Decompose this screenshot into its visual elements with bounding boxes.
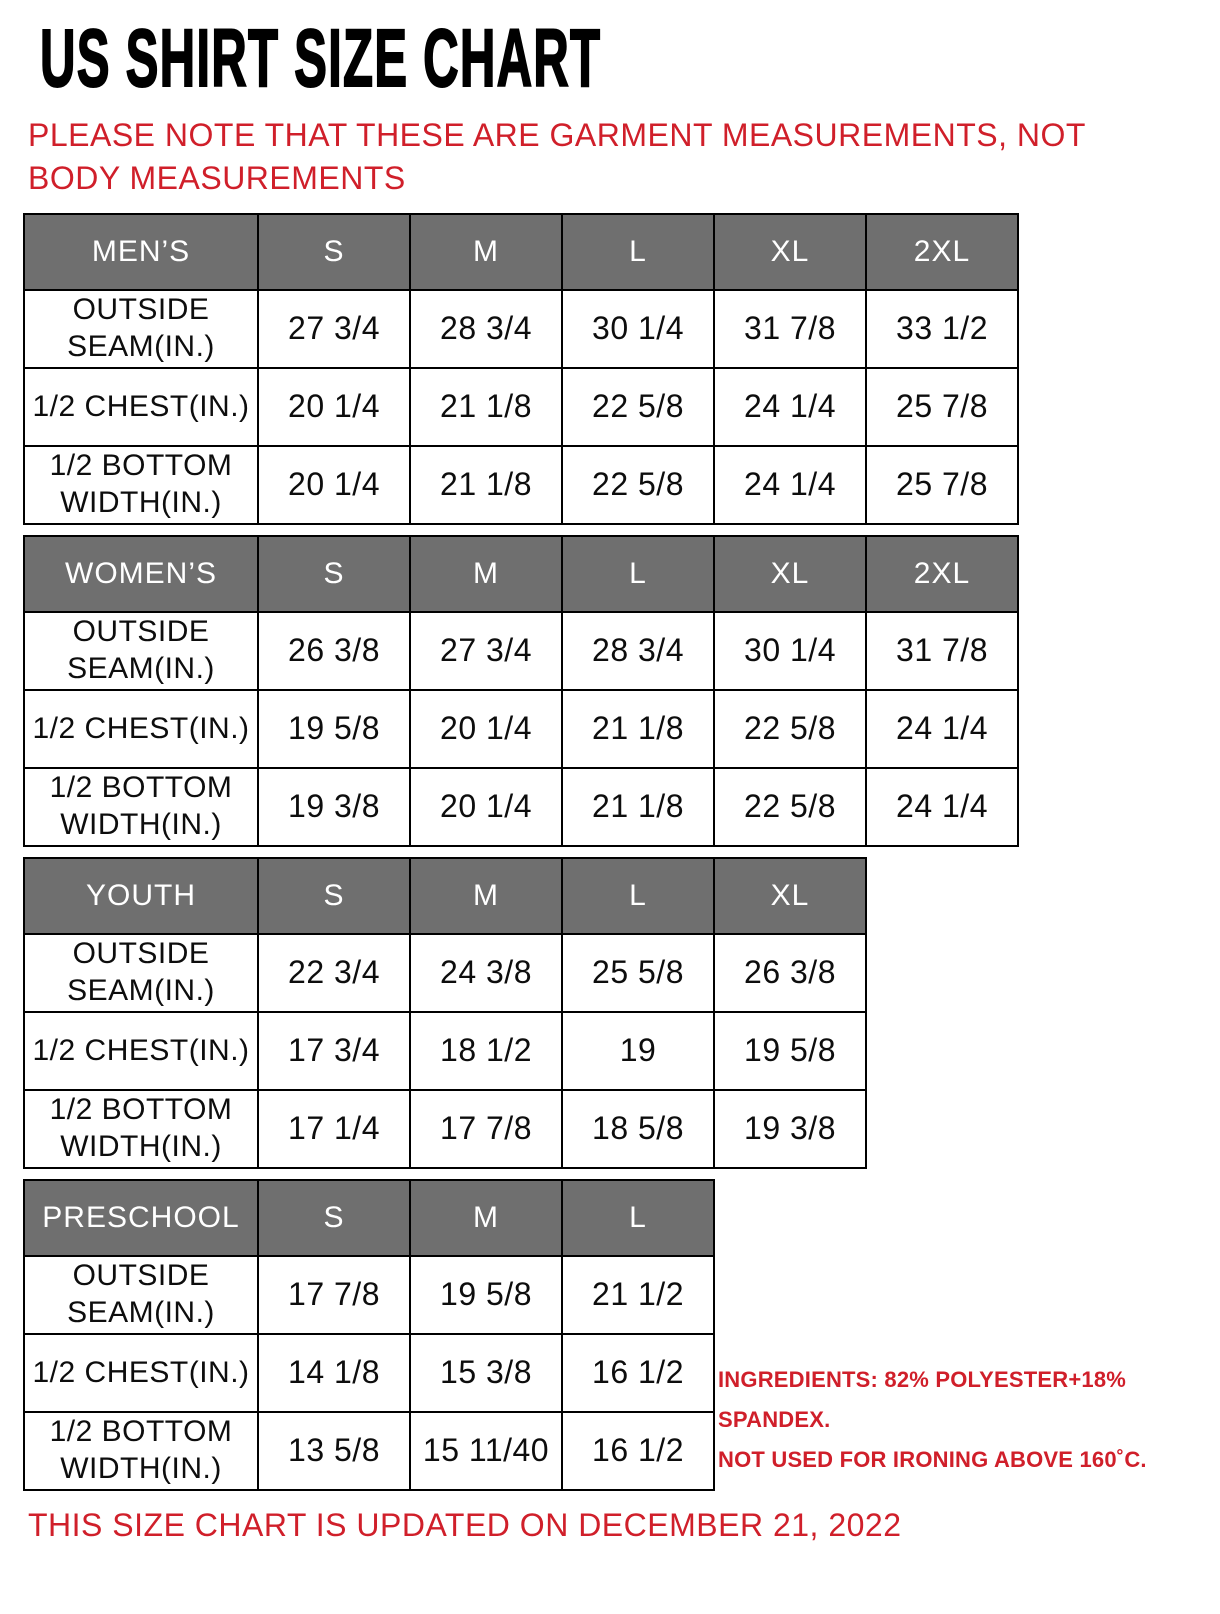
size-column-header: M	[410, 1180, 562, 1256]
size-value-cell: 24 1/4	[866, 768, 1018, 846]
size-value-cell: 22 5/8	[562, 368, 714, 446]
size-column-header: 2XL	[866, 536, 1018, 612]
size-column-header: L	[562, 1180, 714, 1256]
size-value-cell: 31 7/8	[714, 290, 866, 368]
size-column-header: XL	[714, 858, 866, 934]
size-value-cell: 17 1/4	[258, 1090, 410, 1168]
table-row	[24, 446, 1018, 524]
header-row	[24, 1180, 714, 1256]
size-value-cell: 20 1/4	[410, 690, 562, 768]
table-row	[24, 1334, 714, 1412]
table-row	[24, 1412, 714, 1490]
size-column-header: M	[410, 536, 562, 612]
row-label: 1/2 CHEST(IN.)	[24, 1012, 258, 1090]
size-value-cell: 24 1/4	[714, 446, 866, 524]
size-value-cell: 22 5/8	[562, 446, 714, 524]
size-table-mens	[23, 213, 1019, 525]
table-row	[24, 934, 866, 1012]
ingredients-note-line2: NOT USED FOR IRONING ABOVE 160˚C.	[718, 1447, 1147, 1472]
table-row	[24, 612, 1018, 690]
page-title: US SHIRT SIZE CHART	[40, 13, 602, 104]
row-label: 1/2 BOTTOM WIDTH(IN.)	[24, 1412, 258, 1490]
size-value-cell: 20 1/4	[410, 768, 562, 846]
size-value-cell: 20 1/4	[258, 446, 410, 524]
size-column-header: S	[258, 858, 410, 934]
size-value-cell: 20 1/4	[258, 368, 410, 446]
size-table-youth	[23, 857, 867, 1169]
header-row	[24, 858, 866, 934]
size-column-header: L	[562, 214, 714, 290]
row-label: 1/2 CHEST(IN.)	[24, 1334, 258, 1412]
size-value-cell: 13 5/8	[258, 1412, 410, 1490]
size-value-cell: 25 7/8	[866, 446, 1018, 524]
size-value-cell: 19 5/8	[714, 1012, 866, 1090]
table-row	[24, 768, 1018, 846]
row-label: 1/2 BOTTOM WIDTH(IN.)	[24, 446, 258, 524]
size-value-cell: 26 3/8	[258, 612, 410, 690]
table-row	[24, 1012, 866, 1090]
size-value-cell: 22 5/8	[714, 690, 866, 768]
size-table-womens	[23, 535, 1019, 847]
size-value-cell: 15 11/40	[410, 1412, 562, 1490]
size-value-cell: 19 5/8	[410, 1256, 562, 1334]
size-tables	[0, 213, 1220, 1491]
group-header-youth: YOUTH	[24, 858, 258, 934]
size-column-header: S	[258, 536, 410, 612]
ingredients-note-line1: INGREDIENTS: 82% POLYESTER+18% SPANDEX.	[718, 1367, 1127, 1432]
garment-measurements-note: PLEASE NOTE THAT THESE ARE GARMENT MEASUREMENTS, NOT BODY MEASUREMENTS	[28, 116, 1086, 197]
header-row	[24, 214, 1018, 290]
size-value-cell: 24 1/4	[714, 368, 866, 446]
row-label: OUTSIDE SEAM(IN.)	[24, 290, 258, 368]
size-value-cell: 19 3/8	[714, 1090, 866, 1168]
group-header-womens: WOMEN’S	[24, 536, 258, 612]
table-row	[24, 1090, 866, 1168]
table-row	[24, 290, 1018, 368]
size-column-header: S	[258, 214, 410, 290]
size-value-cell: 21 1/8	[410, 446, 562, 524]
row-label: 1/2 CHEST(IN.)	[24, 368, 258, 446]
size-value-cell: 28 3/4	[562, 612, 714, 690]
size-value-cell: 15 3/8	[410, 1334, 562, 1412]
size-value-cell: 24 1/4	[866, 690, 1018, 768]
size-value-cell: 19 3/8	[258, 768, 410, 846]
size-value-cell: 22 3/4	[258, 934, 410, 1012]
size-value-cell: 21 1/8	[562, 690, 714, 768]
size-column-header: L	[562, 536, 714, 612]
size-value-cell: 18 1/2	[410, 1012, 562, 1090]
updated-date-note: THIS SIZE CHART IS UPDATED ON DECEMBER 21, 2022	[28, 1506, 902, 1543]
size-column-header: XL	[714, 214, 866, 290]
size-column-header: M	[410, 214, 562, 290]
group-header-preschool: PRESCHOOL	[24, 1180, 258, 1256]
size-value-cell: 17 3/4	[258, 1012, 410, 1090]
size-column-header: 2XL	[866, 214, 1018, 290]
size-value-cell: 26 3/8	[714, 934, 866, 1012]
size-column-header: L	[562, 858, 714, 934]
size-value-cell: 25 7/8	[866, 368, 1018, 446]
group-header-mens: MEN’S	[24, 214, 258, 290]
row-label: 1/2 BOTTOM WIDTH(IN.)	[24, 1090, 258, 1168]
size-value-cell: 18 5/8	[562, 1090, 714, 1168]
size-value-cell: 33 1/2	[866, 290, 1018, 368]
size-value-cell: 22 5/8	[714, 768, 866, 846]
size-value-cell: 24 3/8	[410, 934, 562, 1012]
size-value-cell: 17 7/8	[258, 1256, 410, 1334]
size-value-cell: 21 1/2	[562, 1256, 714, 1334]
size-value-cell: 30 1/4	[714, 612, 866, 690]
size-value-cell: 30 1/4	[562, 290, 714, 368]
table-row	[24, 1256, 714, 1334]
size-value-cell: 16 1/2	[562, 1334, 714, 1412]
size-value-cell: 21 1/8	[562, 768, 714, 846]
size-value-cell: 27 3/4	[258, 290, 410, 368]
size-value-cell: 28 3/4	[410, 290, 562, 368]
size-value-cell: 17 7/8	[410, 1090, 562, 1168]
row-label: 1/2 CHEST(IN.)	[24, 690, 258, 768]
size-column-header: S	[258, 1180, 410, 1256]
size-value-cell: 31 7/8	[866, 612, 1018, 690]
row-label: OUTSIDE SEAM(IN.)	[24, 612, 258, 690]
size-value-cell: 25 5/8	[562, 934, 714, 1012]
row-label: OUTSIDE SEAM(IN.)	[24, 1256, 258, 1334]
table-row	[24, 368, 1018, 446]
ingredients-note	[718, 1360, 1220, 1480]
size-value-cell: 19	[562, 1012, 714, 1090]
size-value-cell: 14 1/8	[258, 1334, 410, 1412]
size-value-cell: 16 1/2	[562, 1412, 714, 1490]
row-label: 1/2 BOTTOM WIDTH(IN.)	[24, 768, 258, 846]
size-value-cell: 19 5/8	[258, 690, 410, 768]
size-table-preschool	[23, 1179, 715, 1491]
row-label: OUTSIDE SEAM(IN.)	[24, 934, 258, 1012]
size-column-header: M	[410, 858, 562, 934]
size-column-header: XL	[714, 536, 866, 612]
header-row	[24, 536, 1018, 612]
table-row	[24, 690, 1018, 768]
size-value-cell: 27 3/4	[410, 612, 562, 690]
size-value-cell: 21 1/8	[410, 368, 562, 446]
